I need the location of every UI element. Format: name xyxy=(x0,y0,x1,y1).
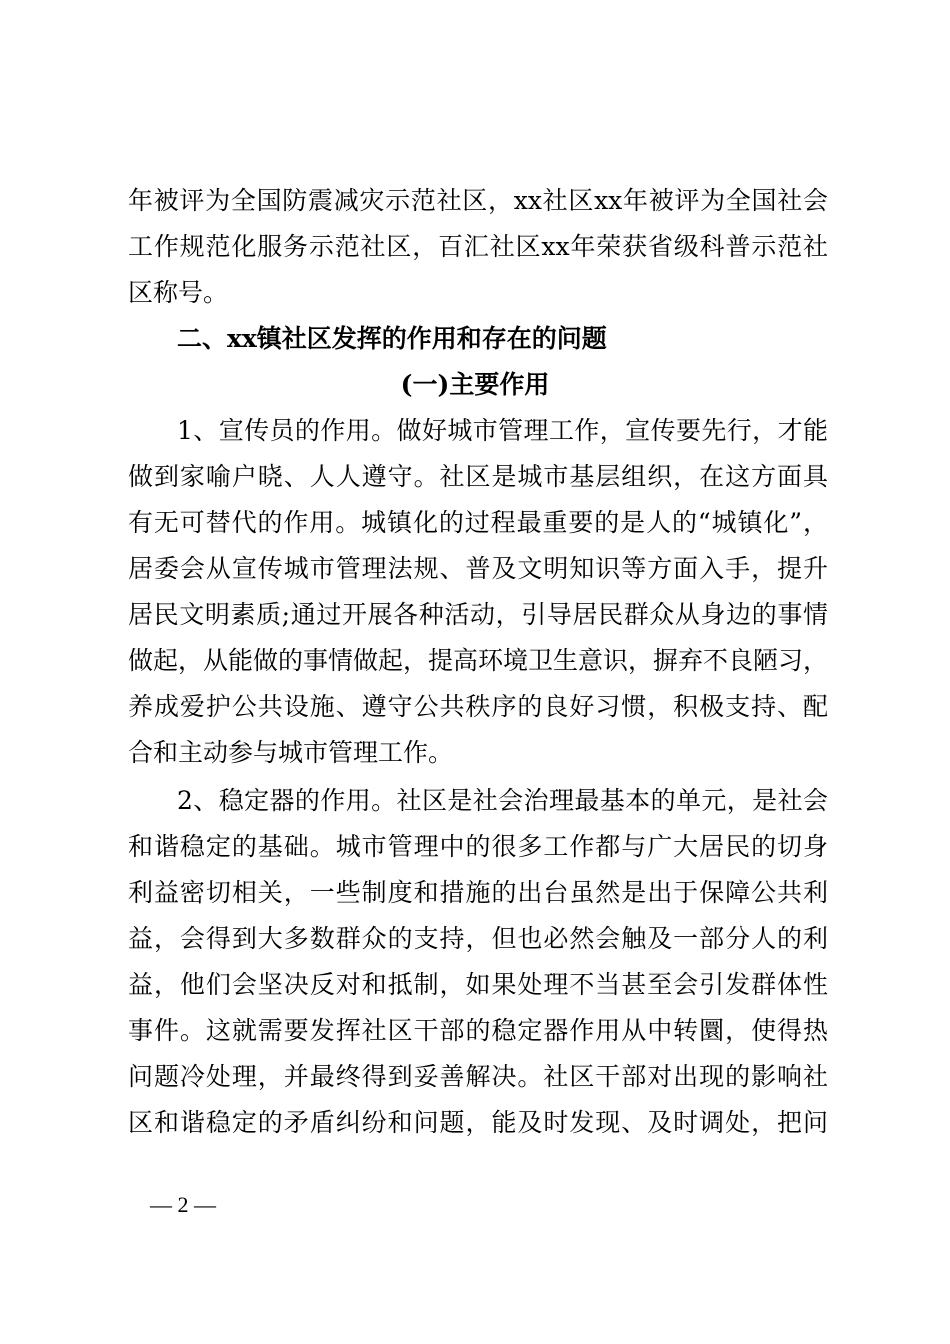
page-number: — 2 — xyxy=(150,1192,216,1217)
subsection-heading: (一)主要作用 xyxy=(400,370,550,399)
paragraph2-line-3: 利益密切相关，一些制度和措施的出台虽然是出于保障公共利 xyxy=(128,878,828,907)
paragraph2-line-7: 问题冷处理，并最终得到妥善解决。社区干部对出现的影响社 xyxy=(128,1062,828,1091)
intro-line-3: 区称号。 xyxy=(128,278,229,307)
paragraph1-line-7: 养成爱护公共设施、遵守公共秩序的良好习惯，积极支持、配 xyxy=(128,692,828,721)
paragraph1-line-4: 居委会从宣传城市管理法规、普及文明知识等方面入手，提升 xyxy=(128,554,828,583)
paragraph2-line-2: 和谐稳定的基础。城市管理中的很多工作都与广大居民的切身 xyxy=(128,832,828,861)
paragraph2-line-5: 益，他们会坚决反对和抵制，如果处理不当甚至会引发群体性 xyxy=(128,970,828,999)
intro-line-2: 工作规范化服务示范社区，百汇社区xx年荣获省级科普示范社 xyxy=(128,232,828,261)
section-heading: 二、xx镇社区发挥的作用和存在的问题 xyxy=(177,324,607,353)
intro-line-1: 年被评为全国防震减灾示范社区，xx社区xx年被评为全国社会 xyxy=(128,186,828,215)
paragraph1-line-8: 合和主动参与城市管理工作。 xyxy=(128,738,454,767)
paragraph1-line-1: 1、宣传员的作用。做好城市管理工作，宣传要先行，才能 xyxy=(177,416,828,445)
paragraph1-line-2: 做到家喻户晓、人人遵守。社区是城市基层组织，在这方面具 xyxy=(128,462,828,491)
paragraph2-line-4: 益，会得到大多数群众的支持，但也必然会触及一部分人的利 xyxy=(128,924,828,953)
paragraph1-line-6: 做起，从能做的事情做起，提高环境卫生意识，摒弃不良陋习， xyxy=(128,646,829,675)
paragraph2-line-1: 2、稳定器的作用。社区是社会治理最基本的单元，是社会 xyxy=(177,786,828,815)
paragraph1-line-3: 有无可替代的作用。城镇化的过程最重要的是人的“城镇化”， xyxy=(128,508,828,537)
paragraph2-line-6: 事件。这就需要发挥社区干部的稳定器作用从中转圜，使得热 xyxy=(128,1016,828,1045)
paragraph2-line-8: 区和谐稳定的矛盾纠纷和问题，能及时发现、及时调处，把问 xyxy=(128,1108,828,1137)
paragraph1-line-5: 居民文明素质;通过开展各种活动，引导居民群众从身边的事情 xyxy=(128,600,828,629)
